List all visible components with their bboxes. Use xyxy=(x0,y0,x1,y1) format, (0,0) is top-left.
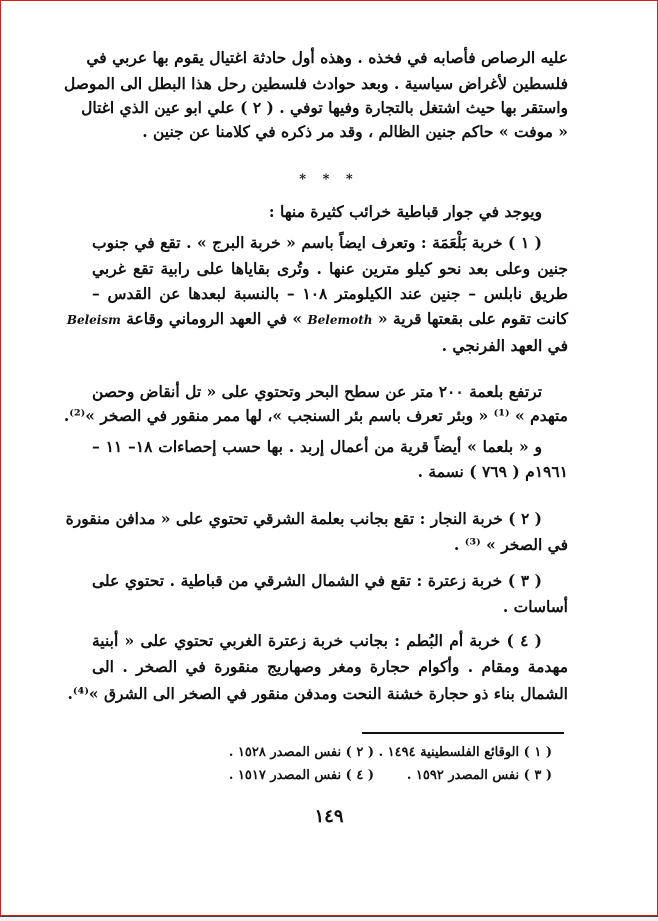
text-line: و « بلعما » أيضاً قرية من أعمال إربد . بها حسب إحصاءات ١٨– ١١ – xyxy=(92,437,542,456)
text-line: متهدم » ⁽¹⁾ « وبئر تعرف باسم بئر السنجب »، لها ممر منقور في الصخر »⁽²⁾. xyxy=(63,406,568,425)
footnote-row xyxy=(200,767,552,785)
text-line: ١٩٦١م ( ٧٦٩ ) نسمة . xyxy=(417,462,568,481)
footnote-row xyxy=(200,744,552,762)
footnote-3: ( ٣ ) نفس المصدر ١٥٩٢ . xyxy=(406,768,552,783)
text-line xyxy=(66,308,568,331)
text-line: أساسات . xyxy=(502,597,568,616)
text-line: ( ١ ) خربة بَلْعَمَة : وتعرف ايضاً باسم « خربة البرج » . تقع في جنوب xyxy=(92,233,543,252)
text-segment: » في العهد الروماني وقاعة xyxy=(126,309,303,328)
text-line: « موفت » حاكم جنين الظالم ، وقد مر ذكره في كلامنا عن جنين . xyxy=(142,122,568,141)
section-separator: * * * xyxy=(299,172,359,187)
text-line: واستقر بها حيث اشتغل بالتجارة وفيها توفي . ( ٢ ) علي ابو عين الذي اغتال xyxy=(81,98,568,117)
text-line: ( ٤ ) خربة أم البُطم : بجانب خربة زعترة الغربي تحتوي على « أبنية xyxy=(92,631,542,650)
text-line: ( ٢ ) خربة النجار : تقع بجانب بعلمة الشرقي تحتوي على « مدافن منقورة xyxy=(65,509,542,528)
text-line: عليه الرصاص فأصابه في فخذه . وهذه أول حادثة اغتيال يقوم بها عربي في xyxy=(86,48,568,67)
text-line: جنين وعلى بعد نحو كيلو مترين عنها . وتُرى بقاياها على رابية تقع غربي xyxy=(92,259,568,278)
text-line: مهدمة ومقام . وأكوام حجارة ومغر وصهاريج منقورة في الصخر . الى xyxy=(92,657,568,676)
footnote-divider xyxy=(362,732,564,734)
text-line: الشمال بناء ذو حجارة خشنة النحت ومدفن منقور في الصخر الى الشرق »⁽⁴⁾. xyxy=(67,684,568,703)
text-line: في العهد الفرنجي . xyxy=(441,336,568,355)
text-line: ( ٣ ) خربة زعترة : تقع في الشمال الشرقي من قباطية . تحتوي على xyxy=(92,571,543,590)
bottom-toolbar-strip xyxy=(0,916,658,921)
footnote-1: ( ١ ) الوقائع الفلسطينية ١٤٩٤ . xyxy=(378,745,552,760)
text-line: فلسطين لأغراض سياسية . وبعد حوادث فلسطين رحل هذا البطل الى الموصل xyxy=(63,74,568,93)
latin-term: Belemoth xyxy=(307,313,373,327)
footnote-2: ( ٢ ) نفس المصدر ١٥٢٨ . xyxy=(228,745,374,760)
page-number: ١٤٩ xyxy=(314,806,344,827)
text-segment: كانت تقوم على بقعتها قرية « xyxy=(377,309,568,328)
text-line: ويوجد في جوار قباطية خرائب كثيرة منها : xyxy=(268,202,542,221)
text-line: طريق نابلس – جنين عند الكيلومتر ١٠٨ – بالنسبة لبعدها عن القدس – xyxy=(92,284,569,303)
text-line: ترتفع بلعمة ٢٠٠ متر عن سطح البحر وتحتوي على « تل أنقاض وحصن xyxy=(92,382,543,401)
footnote-4: ( ٤ ) نفس المصدر ١٥١٧ . xyxy=(228,768,374,783)
latin-term: Beleism xyxy=(66,313,121,327)
text-line: في الصخر » ⁽³⁾ . xyxy=(453,535,568,554)
